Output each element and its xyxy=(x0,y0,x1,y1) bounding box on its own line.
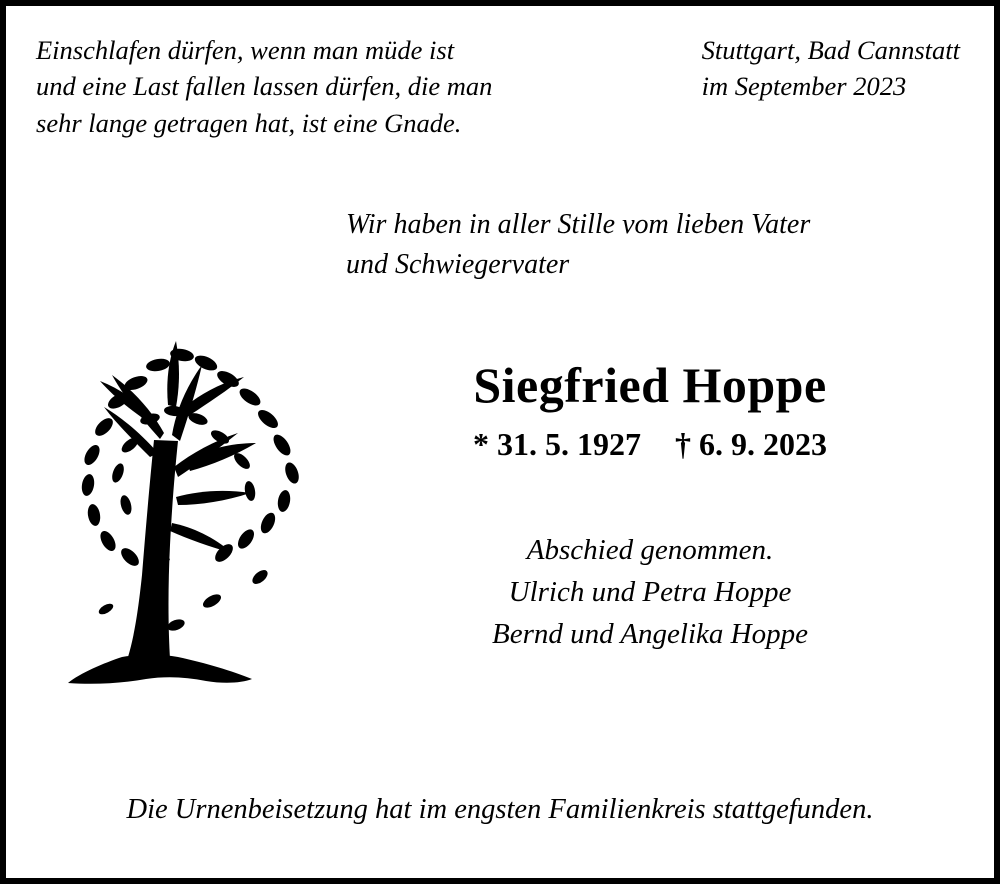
birth-date: * 31. 5. 1927 xyxy=(473,426,641,463)
intro-line-1: Wir haben in aller Stille vom lieben Vater xyxy=(346,208,811,240)
cross-icon: † xyxy=(675,426,691,463)
intro-block xyxy=(346,205,964,285)
tree-illustration xyxy=(36,205,336,685)
death-date-group xyxy=(675,426,827,462)
date-line: im September 2023 xyxy=(701,71,907,102)
quote-line-3: sehr lange getragen hat, ist eine Gnade. xyxy=(36,107,462,138)
middle-section xyxy=(36,205,964,685)
farewell-block xyxy=(346,529,964,655)
place-date-block xyxy=(702,32,964,105)
deceased-name: Siegfried Hoppe xyxy=(473,357,827,414)
place-line: Stuttgart, Bad Cannstatt xyxy=(701,35,960,65)
farewell-line-2: Ulrich und Petra Hoppe xyxy=(508,576,792,609)
text-column xyxy=(336,205,964,685)
quote-line-2: und eine Last fallen lassen dürfen, die man xyxy=(36,71,493,102)
death-date: 6. 9. 2023 xyxy=(699,426,827,463)
quote-block xyxy=(36,32,492,141)
life-dates xyxy=(346,426,964,463)
intro-line-2: und Schwiegervater xyxy=(346,248,570,280)
notice-inner xyxy=(6,6,994,878)
top-row xyxy=(36,32,964,141)
quote-line-1: Einschlafen dürfen, wenn man müde ist xyxy=(36,35,455,65)
farewell-line-1: Abschied genommen. xyxy=(526,534,774,567)
farewell-line-3: Bernd und Angelika Hoppe xyxy=(492,618,808,651)
footer-note: Die Urnenbeisetzung hat im engsten Familienkreis stattgefunden. xyxy=(126,794,874,825)
